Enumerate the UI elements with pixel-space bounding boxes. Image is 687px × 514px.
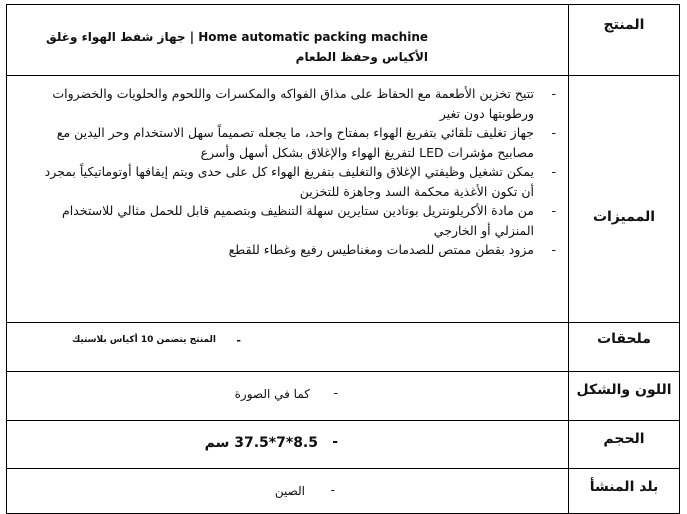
label-accessories: ملحقات bbox=[597, 331, 651, 347]
label-color-shape: اللون والشكل bbox=[576, 382, 672, 398]
color-shape-text: كما في الصورة bbox=[234, 387, 310, 401]
bullet-dash: - bbox=[333, 386, 338, 400]
label-cell-accessories bbox=[569, 323, 680, 372]
value-cell-features bbox=[7, 76, 569, 323]
value-cell-origin bbox=[7, 469, 569, 514]
bullet-dash: - bbox=[551, 125, 556, 140]
value-cell-product bbox=[7, 5, 569, 76]
product-spec-table bbox=[6, 4, 680, 514]
label-product: المنتج bbox=[603, 17, 645, 33]
product-name: Home automatic packing machine | جهاز شفط الهواء وغلق الأكياس وحفظ الطعام bbox=[46, 30, 428, 64]
bullet-dash: - bbox=[551, 203, 556, 218]
bullet-dash: - bbox=[332, 434, 338, 450]
bullet-dash: - bbox=[551, 164, 556, 179]
row-size bbox=[7, 421, 680, 469]
bullet-dash: - bbox=[551, 242, 556, 257]
row-product bbox=[7, 5, 680, 76]
feature-text: تتيح تخزين الأطعمة مع الحفاظ على مذاق الفواكه والمكسرات واللحوم والحلويات والخضروات ورطوبتها دون تغير bbox=[52, 86, 534, 121]
label-cell-features bbox=[569, 76, 680, 323]
label-cell-product bbox=[569, 5, 680, 76]
bullet-dash: - bbox=[330, 483, 335, 497]
label-cell-color-shape bbox=[569, 372, 680, 421]
label-size: الحجم bbox=[603, 431, 645, 447]
row-accessories bbox=[7, 323, 680, 372]
bullet-dash: - bbox=[551, 86, 556, 101]
row-features bbox=[7, 76, 680, 323]
feature-text: يمكن تشغيل وظيفتي الإغلاق والتغليف بتفريغ الهواء كل على حدى ويتم إيقافها أوتوماتيكياً بمجرد أن تكون الأغذية محكمة السد وجاهزة للتخزين bbox=[44, 164, 534, 199]
bullet-dash: - bbox=[236, 334, 241, 347]
value-cell-color-shape bbox=[7, 372, 569, 421]
feature-item bbox=[43, 201, 556, 240]
accessories-text: المنتج يتضمن 10 أكياس بلاستيك bbox=[71, 335, 216, 345]
label-features: المميزات bbox=[592, 209, 656, 225]
row-origin bbox=[7, 469, 680, 514]
accessories-line bbox=[7, 323, 568, 345]
size-line bbox=[7, 421, 568, 451]
feature-item bbox=[43, 162, 556, 201]
feature-item bbox=[43, 84, 556, 123]
value-cell-accessories bbox=[7, 323, 569, 372]
origin-line bbox=[7, 469, 568, 498]
row-color-shape bbox=[7, 372, 680, 421]
feature-text: مزود بقطن ممتص للصدمات ومغناطيس رفيع وغطاء للقطع bbox=[228, 242, 534, 257]
origin-text: الصين bbox=[274, 484, 305, 498]
label-cell-origin bbox=[569, 469, 680, 514]
features-list bbox=[7, 76, 568, 260]
size-text: 8.5*7*37.5 سم bbox=[204, 435, 318, 451]
feature-text: من مادة الأكريلونتريل بوتادين ستايرين سهلة التنظيف وبتصميم قابل للحمل مثالي للاستخدام المنزلي أو الخارجي bbox=[62, 203, 534, 238]
feature-item bbox=[43, 240, 556, 260]
feature-text: جهاز تغليف تلقائي بتفريغ الهواء بمفتاح واحد، ما يجعله تصميماً سهل الاستخدام وحر اليدين مع مصابيح مؤشرات LED لتفريغ الهواء والإغلاق بشكل أسهل وأسرع bbox=[56, 125, 534, 160]
value-cell-size bbox=[7, 421, 569, 469]
label-cell-size bbox=[569, 421, 680, 469]
feature-item bbox=[43, 123, 556, 162]
label-origin: بلد المنشأ bbox=[589, 479, 659, 495]
color-shape-line bbox=[7, 372, 568, 401]
